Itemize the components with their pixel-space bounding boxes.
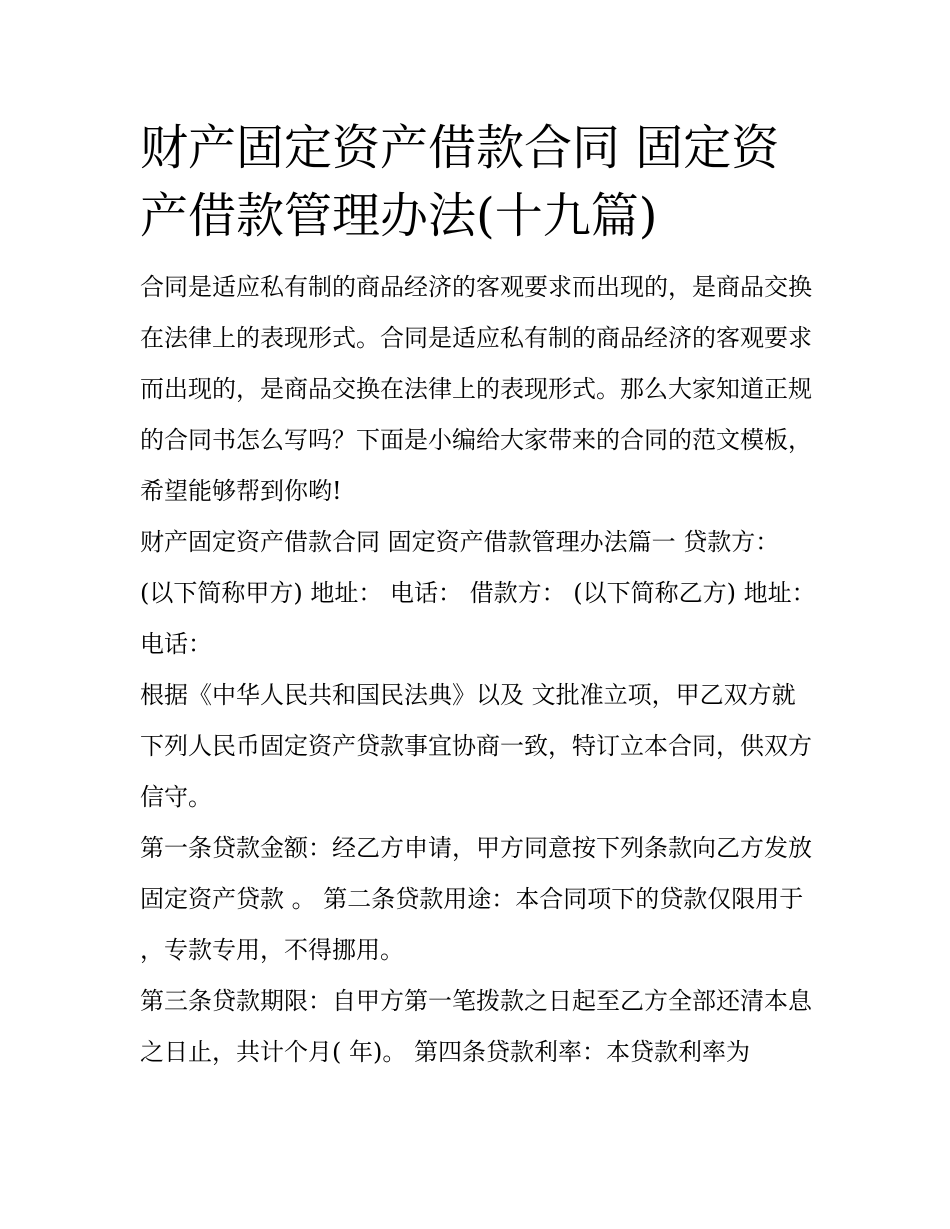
paragraph-basis: 根据《中华人民共和国民法典》以及 文批准立项，甲乙双方就下列人民币固定资产贷款事宜协商一致，特订立本合同，供双方信守。 [140,681,812,811]
document-body [140,114,816,1078]
document-title: 财产固定资产借款合同 固定资产借款管理办法(十九篇) [140,120,780,244]
paragraph-article-3-4: 第三条贷款期限：自甲方第一笔拨款之日起至乙方全部还清本息之日止，共计个月( 年)。 第四条贷款利率：本贷款利率为 [140,987,812,1066]
paragraph-parties: 财产固定资产借款合同 固定资产借款管理办法篇一 贷款方： (以下简称甲方) 地址： 电话： 借款方： (以下简称乙方) 地址： 电话： [140,528,816,658]
paragraph-article-1-2: 第一条贷款金额：经乙方申请，甲方同意按下列条款向乙方发放固定资产贷款 。 第二条贷款用途：本合同项下的贷款仅限用于 ，专款专用，不得挪用。 [140,834,812,964]
paragraph-intro: 合同是适应私有制的商品经济的客观要求而出现的，是商品交换在法律上的表现形式。合同是适应私有制的商品经济的客观要求而出现的，是商品交换在法律上的表现形式。那么大家知道正规的合同书怎么写吗？下面是小编给大家带来的合同的范文模板，希望能够帮到你哟! [140,273,812,505]
